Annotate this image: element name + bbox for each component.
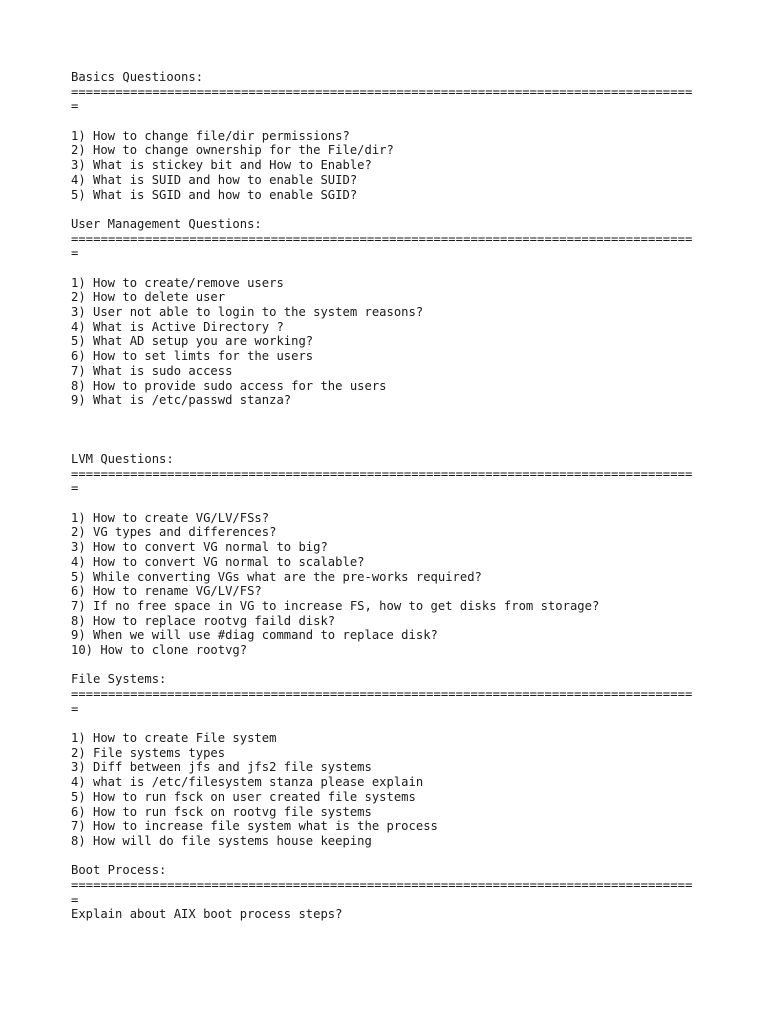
question-item: 2) How to delete user	[71, 290, 226, 305]
question-item: 4) How to convert VG normal to scalable?	[71, 554, 365, 569]
question-item: 5) What AD setup you are working?	[71, 334, 314, 349]
section-heading: User Management Questions:	[71, 216, 262, 231]
question-item: Explain about AIX boot process steps?	[71, 907, 343, 922]
section-basics	[71, 70, 701, 202]
section-heading: Boot Process:	[71, 863, 167, 878]
question-item: 3) How to convert VG normal to big?	[71, 540, 328, 555]
section-rule: =====================================================================================	[71, 466, 693, 496]
question-item: 8) How to replace rootvg faild disk?	[71, 613, 336, 628]
question-item: 5) While converting VGs what are the pre-works required?	[71, 569, 482, 584]
section-rule: =====================================================================================	[71, 84, 693, 114]
question-item: 1) How to change file/dir permissions?	[71, 128, 350, 143]
question-item: 2) How to change ownership for the File/dir?	[71, 143, 394, 158]
spacer	[71, 496, 701, 511]
spacer	[71, 849, 701, 864]
question-item: 2) VG types and differences?	[71, 525, 277, 540]
question-item: 6) How to set limts for the users	[71, 349, 314, 364]
section-heading: LVM Questions:	[71, 451, 174, 466]
question-item: 7) How to increase file system what is the process	[71, 819, 438, 834]
question-item: 8) How will do file systems house keeping	[71, 833, 372, 848]
question-item: 4) what is /etc/filesystem stanza please explain	[71, 775, 424, 790]
document-page	[71, 70, 701, 922]
question-item: 10) How to clone rootvg?	[71, 642, 248, 657]
spacer	[71, 114, 701, 129]
spacer	[71, 202, 701, 217]
question-item: 5) How to run fsck on user created file systems	[71, 789, 416, 804]
question-item: 1) How to create VG/LV/FSs?	[71, 510, 270, 525]
question-item: 7) If no free space in VG to increase FS, how to get disks from storage?	[71, 598, 600, 613]
question-item: 3) What is stickey bit and How to Enable?	[71, 158, 372, 173]
spacer	[71, 658, 701, 673]
spacer	[71, 408, 701, 452]
section-heading: File Systems:	[71, 672, 167, 687]
section-boot-process	[71, 863, 701, 922]
question-item: 9) When we will use #diag command to replace disk?	[71, 628, 438, 643]
question-item: 6) How to run fsck on rootvg file systems	[71, 804, 372, 819]
section-user-management	[71, 217, 701, 408]
question-item: 2) File systems types	[71, 745, 226, 760]
spacer	[71, 716, 701, 731]
question-item: 7) What is sudo access	[71, 363, 233, 378]
question-item: 3) Diff between jfs and jfs2 file systems	[71, 760, 372, 775]
section-rule: =====================================================================================	[71, 877, 693, 907]
question-item: 4) What is SUID and how to enable SUID?	[71, 172, 358, 187]
question-item: 5) What is SGID and how to enable SGID?	[71, 187, 358, 202]
question-item: 8) How to provide sudo access for the users	[71, 378, 387, 393]
question-item: 4) What is Active Directory ?	[71, 319, 284, 334]
section-rule: =====================================================================================	[71, 231, 693, 261]
section-file-systems	[71, 672, 701, 848]
question-item: 9) What is /etc/passwd stanza?	[71, 393, 292, 408]
section-lvm	[71, 452, 701, 658]
question-item: 1) How to create/remove users	[71, 275, 284, 290]
spacer	[71, 261, 701, 276]
question-item: 6) How to rename VG/LV/FS?	[71, 584, 262, 599]
section-heading: Basics Questioons:	[71, 70, 204, 84]
question-item: 3) User not able to login to the system reasons?	[71, 305, 424, 320]
section-rule: =====================================================================================	[71, 687, 693, 716]
question-item: 1) How to create File system	[71, 731, 277, 746]
